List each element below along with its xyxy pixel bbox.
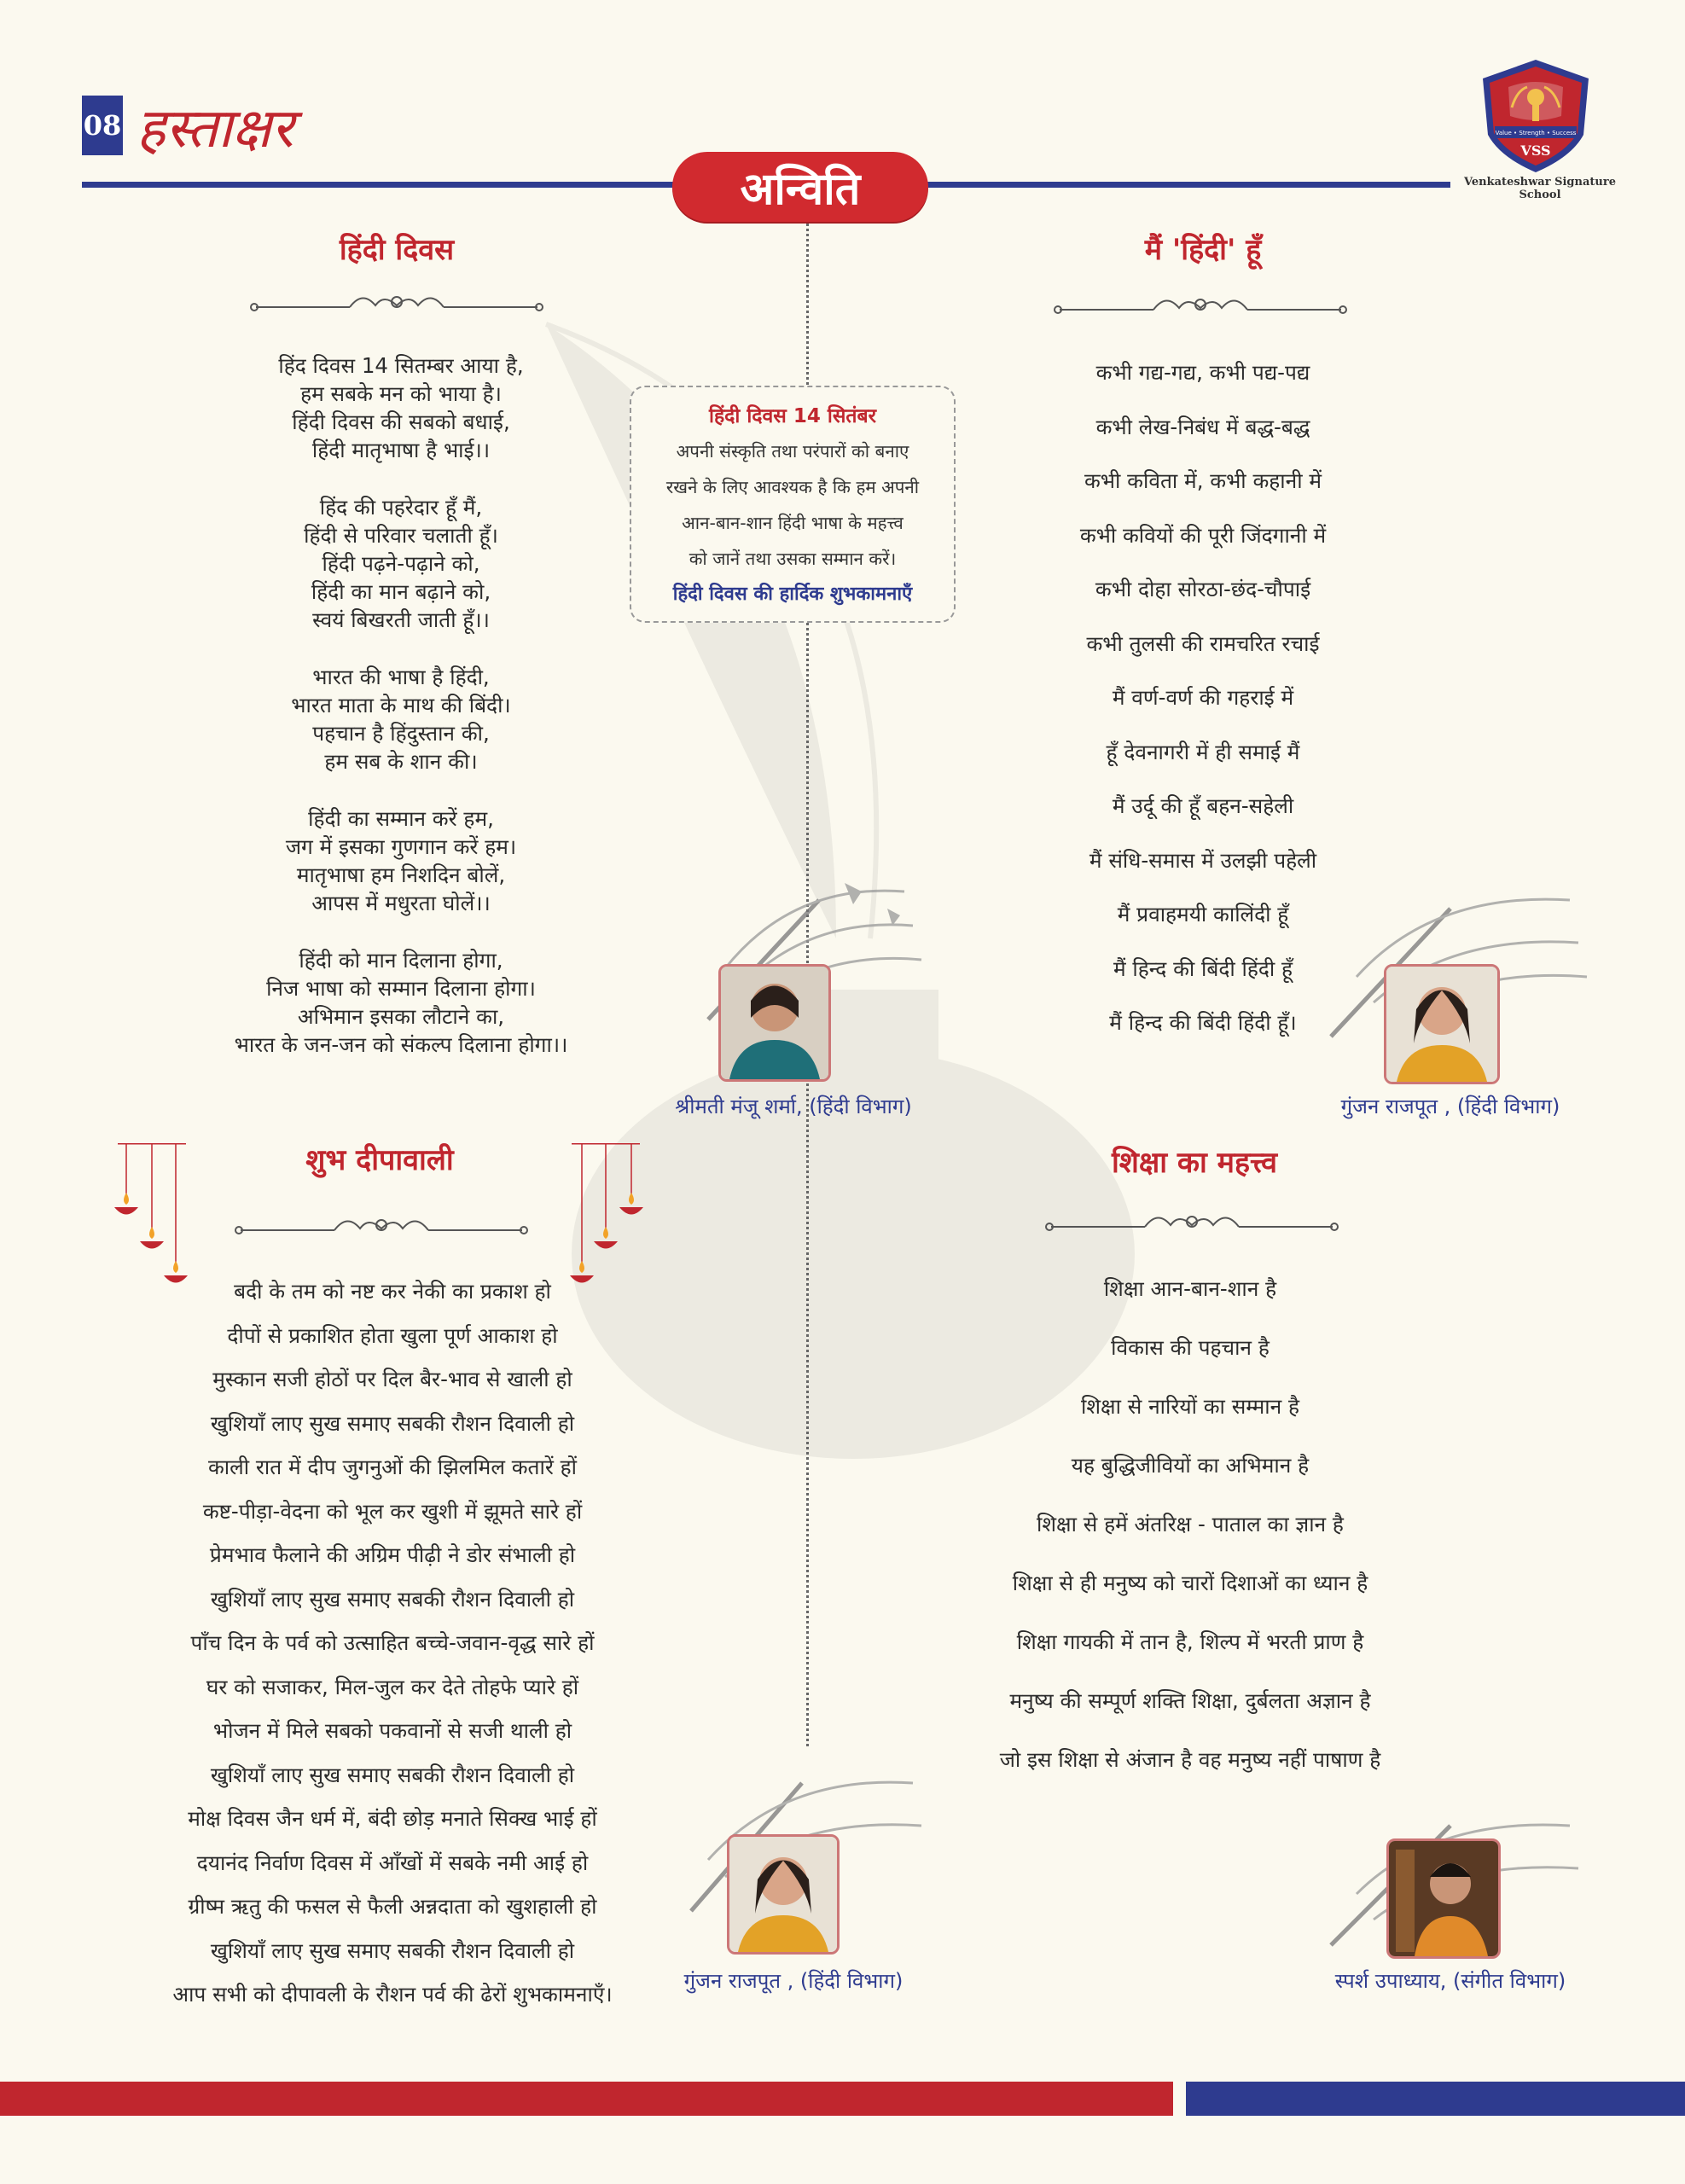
- poem-line: कभी गद्य-गद्य, कभी पद्य-पद्य: [1095, 360, 1310, 385]
- main-hindi-title: मैं 'हिंदी' हूँ: [1144, 233, 1262, 267]
- poem-line: मैं हिन्द की बिंदी हिंदी हूँ।: [1109, 1010, 1297, 1035]
- education-poem: [947, 1259, 1433, 1789]
- logo-tagline: Value • Strength • Success: [1495, 130, 1577, 136]
- header-rule-right: [921, 182, 1450, 188]
- poem-line: खुशियाँ लाए सुख समाए सबकी रौशन दिवाली हो: [210, 1937, 575, 1963]
- info-box-line: अपनी संस्कृति तथा परंपारों को बनाए: [676, 441, 909, 462]
- poem-line: निज भाषा को सम्मान दिलाना होगा।: [266, 976, 536, 1001]
- poem-line: कभी लेख-निबंध में बद्ध-बद्ध: [1095, 414, 1310, 439]
- school-logo: [1476, 56, 1595, 176]
- education-title: शिक्षा का महत्त्व: [1111, 1146, 1278, 1180]
- poem-line: शिक्षा आन-बान-शान है: [1103, 1276, 1277, 1301]
- poem-line: स्वयं बिखरती जाती हूँ।।: [312, 607, 490, 632]
- info-box-line: आन-बान-शान हिंदी भाषा के महत्त्व: [682, 513, 904, 533]
- diwali-title: शुभ दीपावाली: [305, 1143, 454, 1177]
- poem-line: मैं वर्ण-वर्ण की गहराई में: [1112, 685, 1294, 710]
- author-photo-manju-sharma: [718, 964, 831, 1082]
- poem-line: विकास की पहचान है: [1111, 1335, 1270, 1360]
- poem-line: शिक्षा गायकी में तान है, शिल्प में भरती प्राण है: [1016, 1629, 1364, 1654]
- poem-line: मनुष्य की सम्पूर्ण शक्ति शिक्षा, दुर्बलता अज्ञान है: [1009, 1688, 1371, 1713]
- author-photo-gunjan-rajput-2: [727, 1834, 840, 1955]
- poem-line: मातृभाषा हम निशदिन बोलें,: [296, 863, 506, 887]
- poem-line: आपस में मधुरता घोलें।।: [311, 891, 491, 915]
- poem-line: जग में इसका गुणगान करें हम।: [285, 834, 517, 859]
- poem-line: हूँ देवनागरी में ही समाई मैं: [1106, 739, 1300, 764]
- author-photo-gunjan-rajput: [1384, 964, 1500, 1084]
- poem-line: कभी दोहा सोरठा-छंद-चौपाई: [1095, 577, 1311, 601]
- poem-line: मैं उर्दू की हूँ बहन-सहेली: [1112, 793, 1294, 818]
- section-title-pill: अन्विति: [672, 152, 928, 222]
- poem-line: मैं प्रवाहमयी कालिंदी हूँ: [1117, 902, 1289, 926]
- poem-line: हिंद की पहरेदार हूँ मैं,: [319, 495, 483, 520]
- poem-line: हिंदी का मान बढ़ाने को,: [311, 579, 491, 604]
- author-caption-3: गुंजन राजपूत , (हिंदी विभाग): [683, 1969, 904, 1993]
- poem-line: मैं संधि-समास में उलझी पहेली: [1089, 847, 1317, 873]
- poem-line: हिंदी पढ़ने-पढ़ाने को,: [322, 551, 480, 576]
- poem-line: कभी कविता में, कभी कहानी में: [1084, 468, 1322, 493]
- poem-line: मैं हिन्द की बिंदी हिंदी हूँ: [1113, 956, 1293, 981]
- poem-line: बदी के तम को नष्ट कर नेकी का प्रकाश हो: [234, 1279, 551, 1304]
- poem-line: पाँच दिन के पर्व को उत्साहित बच्चे-जवान-वृद्ध सारे हों: [190, 1630, 595, 1655]
- flourish-divider-2: [1051, 293, 1350, 318]
- poem-line: आप सभी को दीपावली के रौशन पर्व की ढेरों शुभकामनाएँ।: [172, 1982, 613, 2007]
- poem-line: पहचान है हिंदुस्तान की,: [312, 721, 490, 746]
- poem-line: शिक्षा से ही मनुष्य को चारों दिशाओं का ध्यान है: [1012, 1571, 1368, 1595]
- footer-bar-red: [0, 2082, 1173, 2116]
- poem-line: हम सब के शान की।: [324, 749, 478, 774]
- poem-line: ग्रीष्म ऋतु की फसल से फैली अन्नदाता को खुशहाली हो: [188, 1894, 597, 1919]
- poem-line: हिंदी को मान दिलाना होगा,: [299, 948, 503, 973]
- poem-line: मोक्ष दिवस जैन धर्म में, बंदी छोड़ मनाते सिक्ख भाई हों: [188, 1806, 597, 1831]
- info-box-line: को जानें तथा उसका सम्मान करें।: [689, 549, 897, 569]
- poem-line: खुशियाँ लाए सुख समाए सबकी रौशन दिवाली हो: [210, 1410, 575, 1436]
- poem-line: हिंदी मातृभाषा है भाई।।: [311, 438, 491, 462]
- school-name: Venkateshwar Signature School: [1464, 176, 1616, 201]
- header-rule-left: [82, 182, 679, 188]
- hindi-diwas-poem: [154, 351, 648, 1088]
- info-box-heading: हिंदी दिवस 14 सितंबर: [708, 405, 877, 427]
- author-photo-sparsh-upadhyay: [1386, 1838, 1501, 1959]
- hindi-diwas-title: हिंदी दिवस: [339, 233, 455, 267]
- poem-line: प्रेमभाव फैलाने की अग्रिम पीढ़ी ने डोर संभाली हो: [209, 1542, 576, 1567]
- poem-line: हिंद दिवस 14 सितम्बर आया है,: [278, 353, 524, 378]
- author-caption-2: गुंजन राजपूत , (हिंदी विभाग): [1340, 1095, 1560, 1118]
- poem-line: कभी तुलसी की रामचरित रचाई: [1086, 630, 1320, 656]
- poem-line: हिंदी का सम्मान करें हम,: [308, 806, 494, 831]
- flourish-divider-4: [1043, 1210, 1341, 1235]
- poem-line: जो इस शिक्षा से अंजान है वह मनुष्य नहीं पाषाण है: [999, 1747, 1381, 1772]
- hindi-diwas-info-box: [630, 386, 956, 623]
- flourish-divider-1: [247, 290, 546, 316]
- poem-line: कष्ट-पीड़ा-वेदना को भूल कर खुशी में झूमते सारे हों: [202, 1498, 583, 1524]
- poem-line: कभी कवियों की पूरी जिंदगानी में: [1079, 522, 1327, 548]
- poem-line: हम सबके मन को भाया है।: [300, 381, 502, 406]
- poem-line: दयानंद निर्वाण दिवस में आँखों में सबके नमी आई हो: [196, 1850, 589, 1875]
- poem-line: शिक्षा से नारियों का सम्मान है: [1081, 1394, 1299, 1419]
- flourish-divider-3: [232, 1213, 531, 1239]
- poem-line: भारत के जन-जन को संकल्प दिलाना होगा।।: [234, 1032, 568, 1057]
- poem-line: हिंदी दिवस की सबको बधाई,: [292, 410, 510, 434]
- poem-line: अभिमान इसका लौटाने का,: [297, 1004, 505, 1029]
- poem-line: भारत की भाषा है हिंदी,: [312, 665, 490, 689]
- author-caption-4: स्पर्श उपाध्याय, (संगीत विभाग): [1334, 1969, 1566, 1993]
- poem-line: खुशियाँ लाए सुख समाए सबकी रौशन दिवाली हो: [210, 1586, 575, 1612]
- poem-line: हिंदी से परिवार चलाती हूँ।: [304, 523, 498, 548]
- poem-line: भारत माता के माथ की बिंदी।: [291, 693, 511, 717]
- poem-line: मुस्कान सजी होठों पर दिल बैर-भाव से खाली हो: [212, 1367, 572, 1391]
- author-caption-1: श्रीमती मंजू शर्मा, (हिंदी विभाग): [675, 1095, 912, 1118]
- poem-line: यह बुद्धिजीवियों का अभिमान है: [1071, 1453, 1310, 1478]
- poem-line: खुशियाँ लाए सुख समाए सबकी रौशन दिवाली हो: [210, 1762, 575, 1787]
- poem-line: शिक्षा से हमें अंतरिक्ष - पाताल का ज्ञान है: [1037, 1512, 1344, 1536]
- poem-line: दीपों से प्रकाशित होता खुला पूर्ण आकाश हो: [227, 1322, 558, 1348]
- info-box-closing: हिंदी दिवस की हार्दिक शुभकामनाएँ: [672, 584, 913, 605]
- poem-line: भोजन में मिले सबको पकवानों से सजी थाली हो: [212, 1718, 572, 1743]
- diwali-poem: [102, 1269, 683, 2017]
- magazine-masthead: हस्ताक्षर: [137, 97, 293, 160]
- poem-line: घर को सजाकर, मिल-जुल कर देते तोहफे प्यारे हों: [206, 1674, 579, 1699]
- logo-letters: VSS: [1520, 142, 1551, 159]
- info-box-line: रखने के लिए आवश्यक है कि हम अपनी: [665, 477, 920, 497]
- poem-line: काली रात में दीप जुगनुओं की झिलमिल कतारें हों: [207, 1455, 578, 1479]
- footer-bar-blue: [1186, 2082, 1685, 2116]
- page-number: 08: [82, 96, 123, 155]
